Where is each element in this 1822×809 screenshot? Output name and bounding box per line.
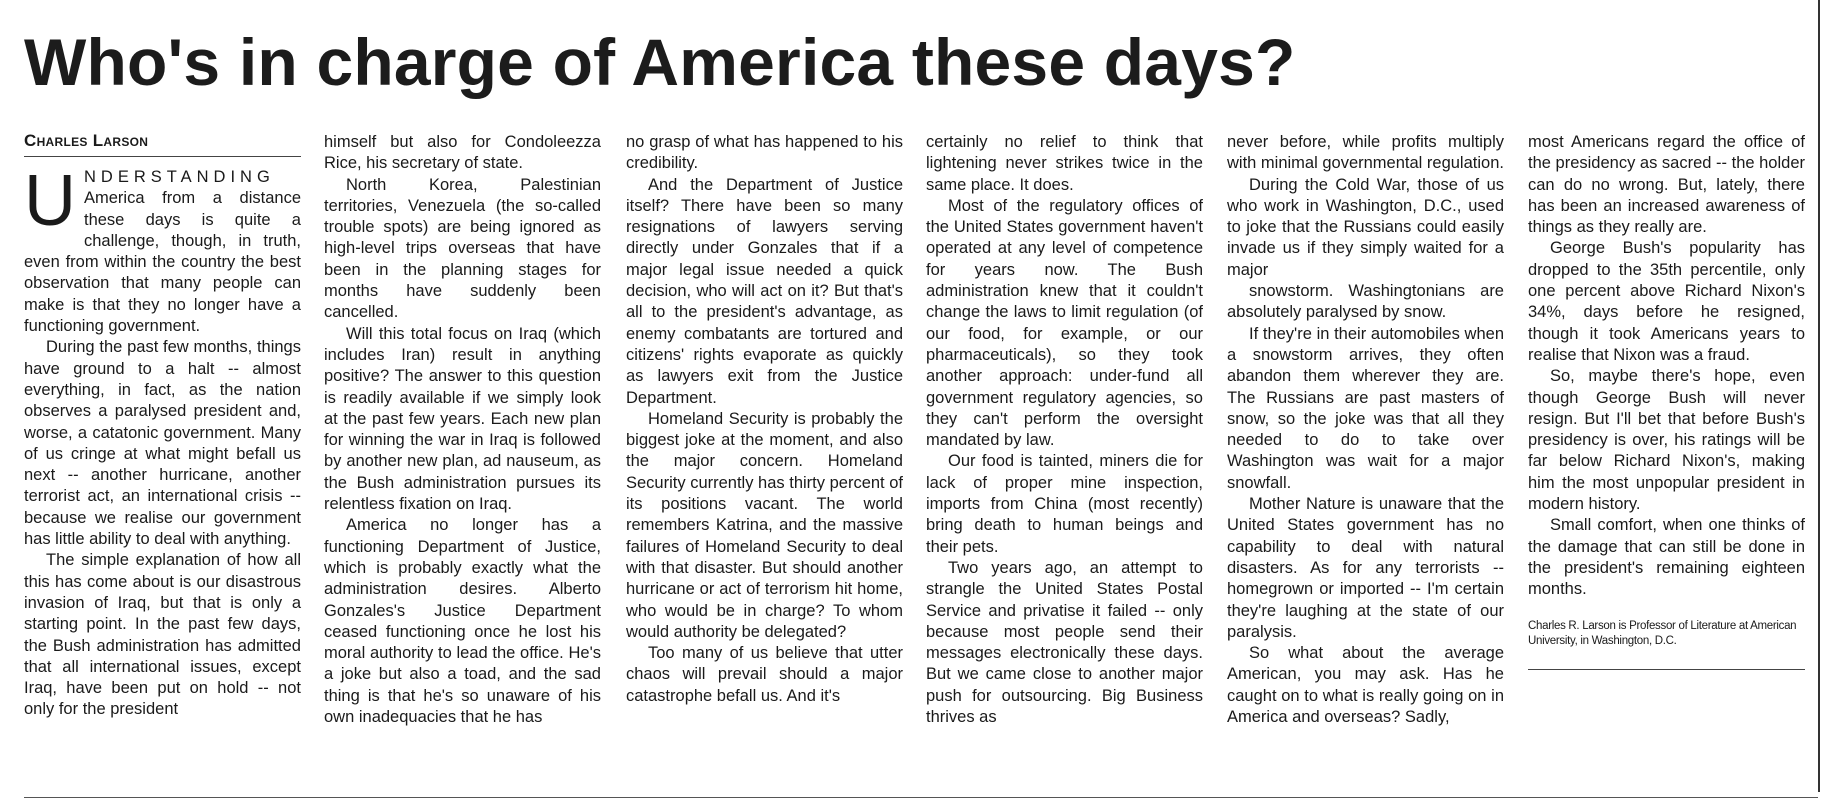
paragraph: George Bush's popularity has dropped to the 35th percentile, only one percent above Richard Nixon's 34%, days before he resigned, though it took Americans years to realise that Nixon was a fraud. (1528, 239, 1805, 364)
paragraph: Two years ago, an attempt to strangle the United States Postal Service and privatise it failed -- only because most people send their messages electronically these days. But we came close to another major push for outsourcing. Big Business thrives as (926, 558, 1203, 727)
paragraph: Most of the regulatory offices of the United States government haven't operated at any level of competence for years now. The Bush administration knew that it couldn't change the laws to limit regulation (of our food, for example, or our pharmaceuticals), so they took another approach: under-fund all government regulatory agencies, so they can't perform the oversight mandated by law. (926, 196, 1203, 450)
paragraph-continued: himself but also for Condoleezza Rice, his secretary of state. (324, 133, 601, 173)
paragraph-continued: no grasp of what has happened to his credibility. (626, 133, 903, 173)
paragraph: snowstorm. Washingtonians are absolutely paralysed by snow. (1227, 282, 1504, 322)
article-column-1 (24, 130, 301, 721)
paragraph: And the Department of Justice itself? There have been so many resignations of lawyers serving directly under Gonzales that if a major legal issue needed a quick decision, who will act on it? But that's all to the president's advantage, as enemy combatants are tortured and citizens' rights evaporate as quickly as lawyers exit from the Justice Department. (626, 175, 903, 407)
paragraph: During the past few months, things have ground to a halt -- almost everything, in fact, as the nation observes a paralysed president and, worse, a catatonic government. Many of us cringe at what might befall us next -- another hurricane, another terrorist act, an international crisis -- because we realise our government has little ability to deal with anything. (24, 338, 301, 549)
paragraph: Homeland Security is probably the biggest joke at the moment, and also the major concern. Homeland Security currently has thirty percent of its positions vacant. The world remembers Katrina, and the massive failures of Homeland Security to deal with that disaster. But should another hurricane or act of terrorism hit home, who would be in charge? To whom would authority be delegated? (626, 409, 903, 641)
author-credit: Charles R. Larson is Professor of Literature at American University, in Washington, D.C. (1528, 619, 1805, 670)
lead-paragraph (24, 161, 301, 337)
paragraph: Too many of us believe that utter chaos will prevail should a major catastrophe befall us. And it's (626, 644, 903, 705)
byline: Charles Larson (24, 130, 301, 157)
paragraph: So what about the average American, you may ask. Has he caught on to what is really going on in America and overseas? Sadly, (1227, 644, 1504, 727)
paragraph: The simple explanation of how all this has come about is our disastrous invasion of Iraq, but that is only a starting point. In the past few days, the Bush administration has admitted that all international issues, except Iraq, have been put on hold -- not only for the president (24, 551, 301, 719)
paragraph-continued: most Americans regard the office of the presidency as sacred -- the holder can do no wrong. But, lately, there has been an increased awareness of things as they really are. (1528, 133, 1805, 237)
paragraph: North Korea, Palestinian territories, Venezuela (the so-called trouble spots) are being ignored as high-level trips overseas that have been in the planning stages for months have suddenly been cancelled. (324, 175, 601, 322)
lead-word: NDERSTANDING (84, 168, 275, 186)
article-column-4 (926, 132, 1203, 728)
paragraph: Will this total focus on Iraq (which includes Iran) result in anything positive? The answer to this question is readily available if we simply look at the past few years. Each new plan for winning the war in Iraq is followed by another new plan, ad nauseum, as the Bush administration pursues its relentless fixation on Iraq. (324, 324, 601, 514)
paragraph-text: America from a distance these days is quite a challenge, though, in truth, even from within the country the best observation that many people can make is that they no longer have a functioning government. (24, 189, 301, 336)
headline: Who's in charge of America these days? (24, 25, 1296, 99)
paragraph: Small comfort, when one thinks of the damage that can still be done in the president's remaining eighteen months. (1528, 516, 1805, 599)
article-column-6 (1528, 132, 1805, 670)
column-rule-right (1818, 0, 1820, 792)
article-column-5 (1227, 132, 1504, 728)
paragraph-continued: certainly no relief to think that lightening never strikes twice in the same place. It does. (926, 133, 1203, 194)
page-bottom-rule (24, 797, 1818, 798)
article-column-2 (324, 132, 601, 728)
paragraph: So, maybe there's hope, even though George Bush will never resign. But I'll bet that before Bush's presidency is over, his ratings will be far below Richard Nixon's, making him the most unpopular president in modern history. (1528, 367, 1805, 514)
paragraph: America no longer has a functioning Department of Justice, which is probably exactly what the administration desires. Alberto Gonzales's Justice Department ceased functioning once he lost his moral authority to lead the office. He's a joke but also a toad, and the sad thing is that he's so unaware of his own inadequacies that he has (324, 516, 601, 727)
article-column-3 (626, 132, 903, 707)
paragraph: If they're in their automobiles when a snowstorm arrives, they often abandon them wherever they are. The Russians are past masters of snow, so the joke was that all they needed to do to take over Washington was wait for a major snowfall. (1227, 324, 1504, 492)
drop-cap: U (24, 161, 76, 241)
paragraph: Mother Nature is unaware that the United States government has no capability to deal with natural disasters. As for any terrorists -- homegrown or imported -- I'm certain they're laughing at the state of our paralysis. (1227, 495, 1504, 641)
paragraph: During the Cold War, those of us who work in Washington, D.C., used to joke that the Russians could easily invade us if they simply waited for a major (1227, 175, 1504, 279)
paragraph: Our food is tainted, miners die for lack of proper mine inspection, imports from China (most recently) bring death to human beings and their pets. (926, 452, 1203, 556)
paragraph-continued: never before, while profits multiply with minimal governmental regulation. (1227, 133, 1504, 173)
